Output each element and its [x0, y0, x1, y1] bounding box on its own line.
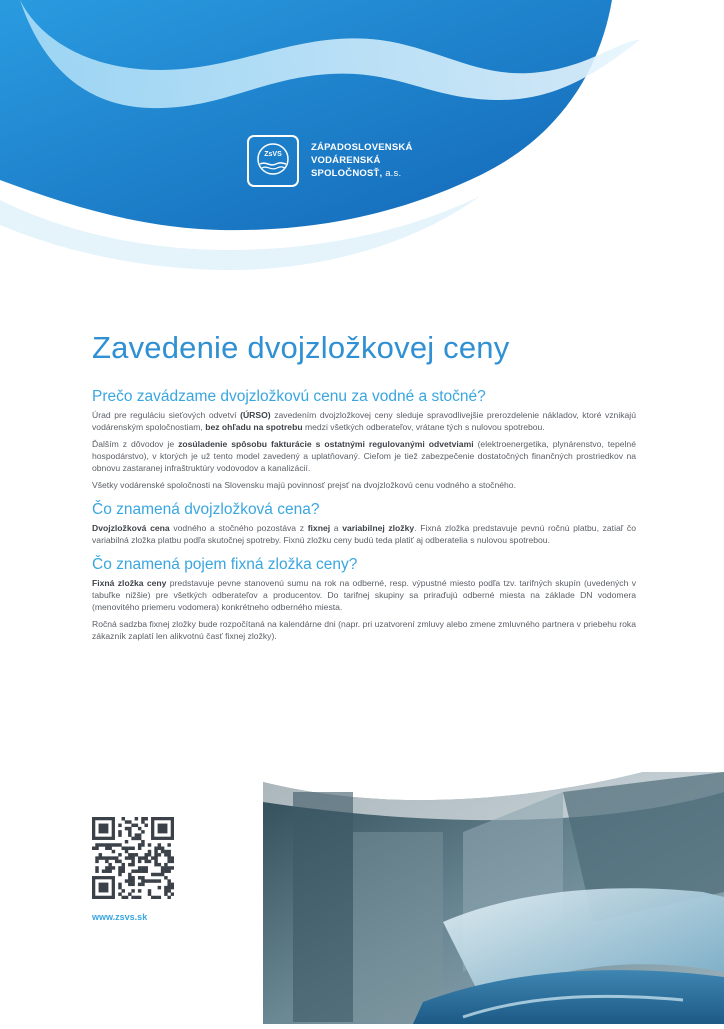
text-run: predstavuje pevne stanovenú sumu na rok na odberné, resp. výpustné miesto podľa tzv. tarifných skupín (uvedených v tabuľke nižšie) pre všetkých odberateľov a producentov. Do tarifnej skupiny sa priraďujú odberné miesta na základe DN vodomera (menovitého priemeru vodomera) konkrétneho odberného miesta. — [92, 578, 636, 612]
water-photo — [263, 772, 724, 1024]
main-content — [92, 330, 636, 652]
text-run: (elektroenergetika, plynárenstvo, tepelné hospodárstvo), v ktorých je už tento model zavedený a uplatňovaný. Cieľom je tiež zabezpečenie dostatočných finančných prostriedkov na obnovu zastaranej infraštruktúry vodovodov a kanalizácií. — [92, 439, 636, 473]
text-run: Všetky vodárenské spoločnosti na Slovensku majú povinnosť prejsť na dvojzložkovú cenu vodného a stočného. — [92, 480, 516, 490]
text-run: Úrad pre reguláciu sieťových odvetví — [92, 410, 241, 420]
text-run: . Fixná zložka predstavuje pevnú ročnú platbu, zatiaľ čo variabilná zložka platbu podľa skutočnej spotreby. Fixnú zložku ceny budú teda platiť aj odberatelia s nulovou spotrebou. — [92, 523, 636, 545]
section-paragraph — [92, 577, 636, 613]
text-run: a — [330, 523, 343, 533]
bold-text: fixnej — [307, 523, 331, 533]
company-logo — [247, 135, 413, 187]
logo-badge — [247, 135, 299, 187]
section-paragraph — [92, 618, 636, 642]
section-paragraph — [92, 409, 636, 433]
section-paragraph — [92, 479, 636, 491]
text-run: medzi všetkých odberateľov, vrátane tých s nulovou spotrebou. — [302, 422, 545, 432]
section-heading: Čo znamená pojem fixná zložka ceny? — [92, 556, 358, 573]
bold-text: variabilnej zložky — [342, 523, 415, 533]
section-paragraph — [92, 522, 636, 546]
bold-text: bez ohľadu na spotrebu — [205, 422, 303, 432]
bold-text: zosúladenie spôsobu fakturácie s ostatnými regulovanými odvetviami — [178, 439, 474, 449]
section-3 — [92, 556, 636, 642]
company-name-line-2: VODÁRENSKÁ — [311, 155, 381, 166]
sections-container — [92, 388, 636, 642]
section-2 — [92, 501, 636, 546]
website-url[interactable]: www.zsvs.sk — [92, 912, 148, 922]
company-name — [311, 141, 413, 180]
bold-text: Dvojzložková cena — [92, 523, 170, 533]
section-heading: Čo znamená dvojzložková cena? — [92, 501, 320, 518]
text-run: vodného a stočného pozostáva z — [169, 523, 308, 533]
section-paragraph — [92, 438, 636, 474]
text-run: Ďalším z dôvodov je — [92, 439, 179, 449]
company-name-line-3: SPOLOČNOSŤ, a.s. — [311, 168, 402, 179]
section-heading: Prečo zavádzame dvojzložkovú cenu za vodné a stočné? — [92, 388, 486, 405]
section-1 — [92, 388, 636, 491]
qr-code — [92, 817, 174, 899]
bold-text: Fixná zložka ceny — [92, 578, 167, 588]
text-run: zavedením dvojzložkovej ceny sleduje spravodlivejšie prerozdelenie nákladov, ktoré vznikajú vodárenským spoločnostiam, — [92, 410, 636, 432]
logo-badge-text: ZsVS — [264, 151, 282, 158]
bold-text: (ÚRSO) — [240, 410, 271, 420]
company-name-line-1: ZÁPADOSLOVENSKÁ — [311, 142, 413, 153]
page-title: Zavedenie dvojzložkovej ceny — [92, 330, 510, 365]
text-run: Ročná sadzba fixnej zložky bude rozpočítaná na kalendárne dni (napr. pri uzatvorení zmluvy alebo zmene zmluvného partnera v priebehu roka zákazník zaplatí len alikvotnú časť fixnej zložky). — [92, 619, 636, 641]
